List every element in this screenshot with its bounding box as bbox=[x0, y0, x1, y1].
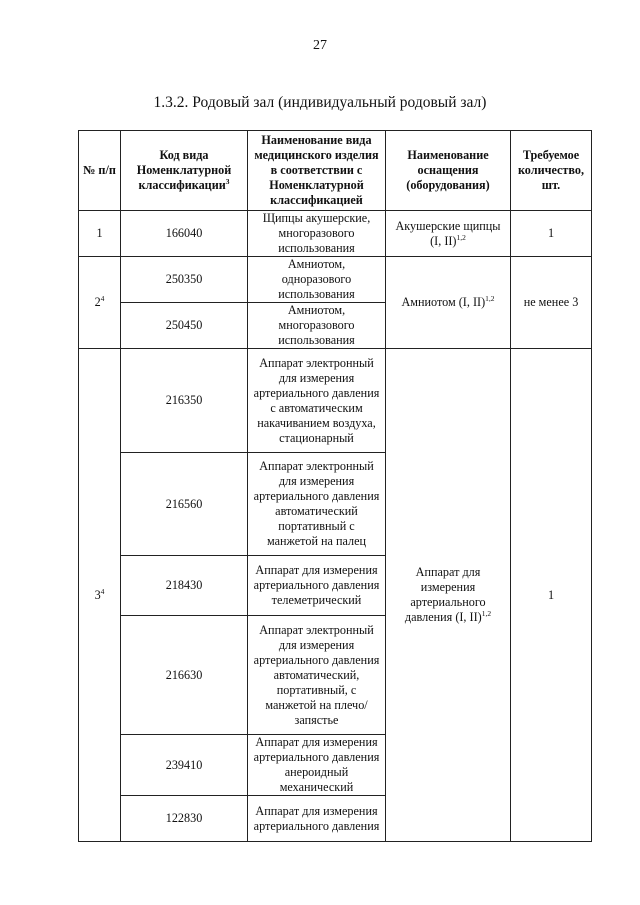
equipment-name bbox=[386, 211, 511, 257]
row-num-text: 3 bbox=[94, 587, 101, 602]
item-name: Аппарат электронный для измерения артериального давления автоматический портативный с манжетой на палец bbox=[248, 453, 386, 556]
quantity: не менее 3 bbox=[511, 257, 592, 349]
item-code: 166040 bbox=[121, 211, 248, 257]
equipment-name bbox=[386, 257, 511, 349]
table-header-row bbox=[79, 131, 592, 211]
equipment-text: Аппарат для измерения артериального давления (I, II) bbox=[404, 565, 486, 624]
table-row bbox=[79, 257, 592, 303]
table-row bbox=[79, 349, 592, 453]
equipment-sup: 1,2 bbox=[485, 293, 495, 303]
item-code: 216560 bbox=[121, 453, 248, 556]
equipment-text: Акушерские щипцы (I, II) bbox=[395, 218, 501, 248]
section-title: 1.3.2. Родовый зал (индивидуальный родовый зал) bbox=[153, 94, 487, 111]
equipment-sup: 1,2 bbox=[456, 232, 466, 242]
row-num bbox=[79, 257, 121, 349]
quantity: 1 bbox=[511, 211, 592, 257]
row-num-sup: 4 bbox=[100, 586, 105, 596]
item-name: Амниотом, одноразового использования bbox=[248, 257, 386, 303]
item-code: 239410 bbox=[121, 735, 248, 796]
equipment-table bbox=[78, 130, 592, 842]
item-name: Аппарат для измерения артериального давления анероидный механический bbox=[248, 735, 386, 796]
header-quantity: Требуемое количество, шт. bbox=[511, 131, 592, 211]
header-num: № п/п bbox=[79, 131, 121, 211]
row-num: 1 bbox=[79, 211, 121, 257]
item-name: Щипцы акушерские, многоразового использования bbox=[248, 211, 386, 257]
header-code-text: Код вида Номенклатурной классификации bbox=[136, 148, 232, 192]
header-name: Наименование вида медицинского изделия в соответствии с Номенклатурной классификацией bbox=[248, 131, 386, 211]
row-num-sup: 4 bbox=[100, 293, 105, 303]
page-number: 27 bbox=[313, 38, 327, 53]
item-code: 216350 bbox=[121, 349, 248, 453]
header-code-sup: 3 bbox=[225, 176, 230, 186]
item-code: 122830 bbox=[121, 796, 248, 842]
row-num-text: 2 bbox=[94, 295, 101, 309]
item-name: Аппарат электронный для измерения артериального давления с автоматическим накачиванием воздуха, стационарный bbox=[248, 349, 386, 453]
header-code bbox=[121, 131, 248, 211]
header-equipment: Наименование оснащения (оборудования) bbox=[386, 131, 511, 211]
item-name: Аппарат для измерения артериального давления телеметрический bbox=[248, 556, 386, 616]
item-code: 218430 bbox=[121, 556, 248, 616]
item-name: Аппарат для измерения артериального давления bbox=[248, 796, 386, 842]
equipment-name bbox=[386, 349, 511, 842]
item-name: Амниотом, многоразового использования bbox=[248, 303, 386, 349]
item-name: Аппарат электронный для измерения артериального давления автоматический, портативный, с манжетой на плечо/запястье bbox=[248, 616, 386, 735]
table-row bbox=[79, 211, 592, 257]
equipment-text: Амниотом (I, II) bbox=[401, 295, 486, 309]
item-code: 250450 bbox=[121, 303, 248, 349]
quantity: 1 bbox=[511, 349, 592, 842]
row-num bbox=[79, 349, 121, 842]
item-code: 216630 bbox=[121, 616, 248, 735]
item-code: 250350 bbox=[121, 257, 248, 303]
equipment-sup: 1,2 bbox=[481, 608, 492, 618]
